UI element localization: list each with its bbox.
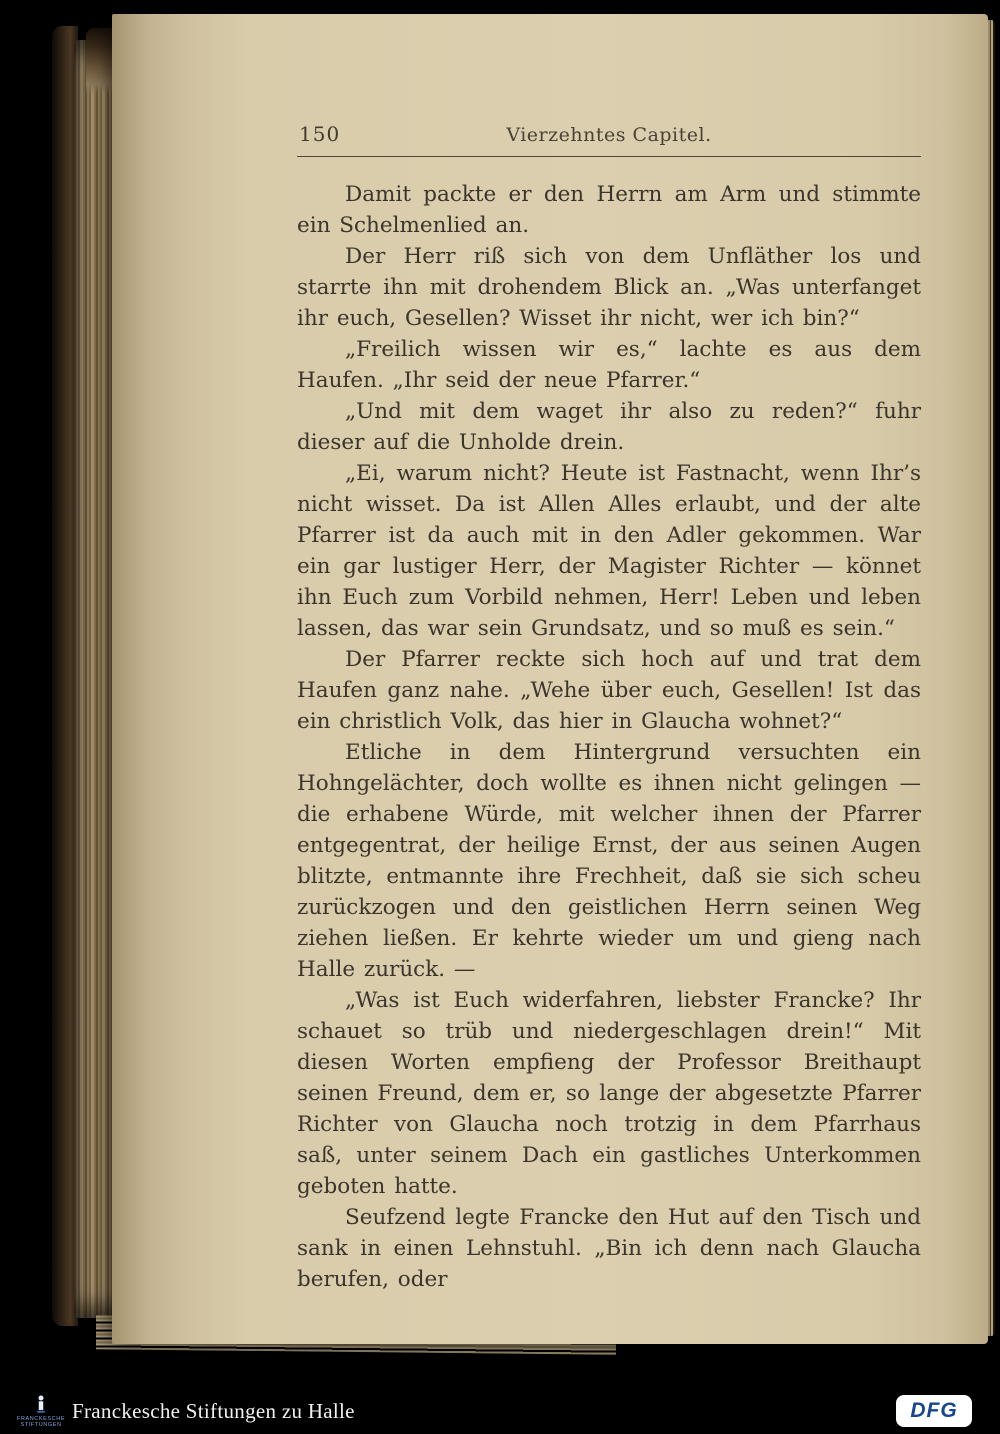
paragraph-5: „Ei, warum nicht? Heute ist Fastnacht, wenn Ihr’s nicht wisset. Da ist Allen Alles erlaubt, und der alte Pfarrer ist da auch mit in den Adler gekommen. War ein gar lustiger Herr, der Magister Richter — könnet ihn Euch zum Vorbild nehmen, Herr! Leben und leben lassen, das war sein Grundsatz, und so muß es sein.“ (297, 461, 921, 641)
paragraph-1: Damit packte er den Herrn am Arm und stimmte ein Schelmenlied an. (297, 182, 921, 238)
franckesche-stiftungen-logo[interactable] (16, 1395, 66, 1428)
dfg-logo[interactable] (896, 1395, 972, 1427)
page-number: 150 (299, 122, 341, 146)
institution-name: Franckesche Stiftungen zu Halle (72, 1398, 355, 1423)
dfg-logo-label: DFG (910, 1399, 958, 1422)
paragraph-6: Der Pfarrer reckte sich hoch auf und trat dem Haufen ganz nahe. „Wehe über euch, Gesellen! Ist das ein christlich Volk, das hier in Glaucha wohnet?“ (297, 647, 921, 734)
paragraph-3: „Freilich wissen wir es,“ lachte es aus dem Haufen. „Ihr seid der neue Pfarrer.“ (297, 337, 921, 393)
paragraph-9: Seufzend legte Francke den Hut auf den Tisch und sank in einen Lehnstuhl. „Bin ich denn nach Glaucha berufen, oder (297, 1205, 921, 1292)
paragraph-8: „Was ist Euch widerfahren, liebster Francke? Ihr schauet so trüb und niedergeschlagen drein!“ Mit diesen Worten empfieng der Professor Breithaupt seinen Freund, dem er, so lange der abgesetzte Pfarrer Richter von Glaucha noch trotzig in dem Pfarrhaus saß, unter seinem Dach ein gastliches Unterkommen geboten hatte. (297, 988, 921, 1199)
stiftungen-logo-text: FRANCKESCHE STIFTUNGEN (16, 1415, 66, 1428)
page-header (297, 122, 921, 150)
paragraph-7: Etliche in dem Hintergrund versuchten ein Hohngelächter, doch wollte es ihnen nicht gelingen — die erhabene Würde, mit welcher ihnen der Pfarrer entgegentrat, der heilige Ernst, der aus seinen Augen blitzte, entmannte ihre Frechheit, daß sie sich scheu zurückzogen und den geistlichen Herrn seinen Weg ziehen ließen. Er kehrte wieder um und gieng nach Halle zurück. — (297, 740, 921, 982)
chapter-title: Vierzehntes Capitel. (506, 124, 712, 146)
viewer-footer (0, 1388, 1000, 1434)
book-page (112, 14, 988, 1344)
header-rule (297, 156, 921, 157)
paragraph-2: Der Herr riß sich von dem Unfläther los und starrte ihn mit drohendem Blick an. „Was unterfanget ihr euch, Gesellen? Wisset ihr nicht, wer ich bin?“ (297, 244, 921, 331)
printed-text-area (297, 122, 921, 1295)
page-text (297, 179, 921, 1295)
stiftungen-statue-icon (34, 1395, 48, 1415)
paragraph-4: „Und mit dem waget ihr also zu reden?“ fuhr dieser auf die Unholde drein. (297, 399, 921, 455)
